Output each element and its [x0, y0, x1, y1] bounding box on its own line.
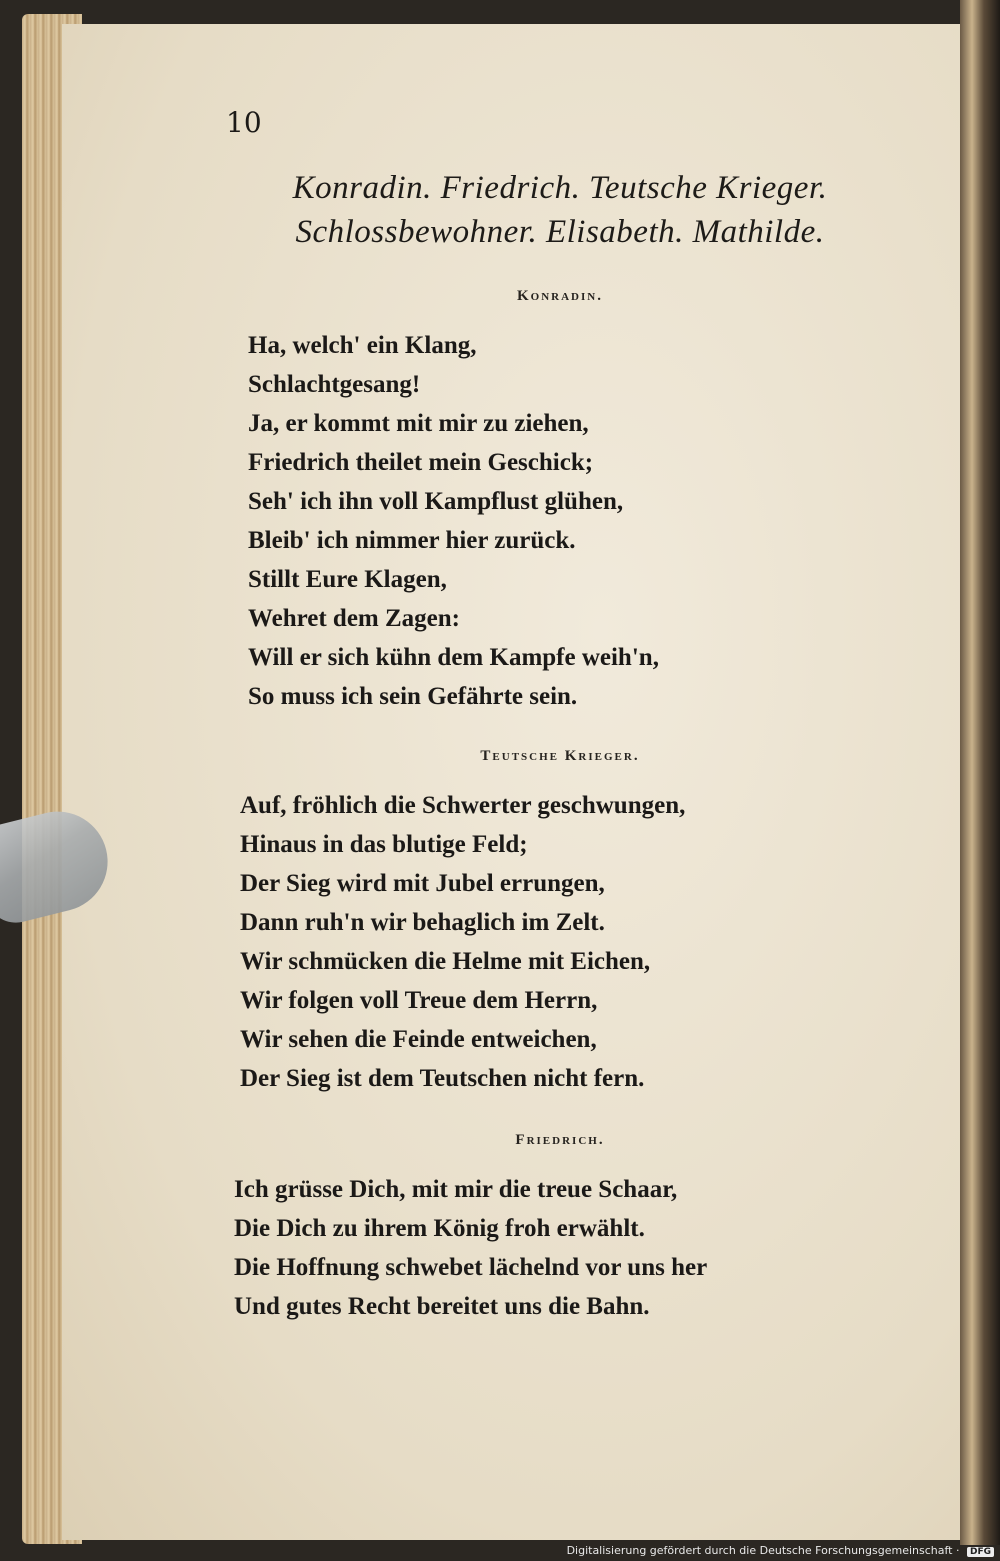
page-number: 10: [226, 106, 262, 139]
verse-line: Wir schmücken die Helme mit Eichen,: [240, 948, 651, 975]
verse-line: Will er sich kühn dem Kampfe weih'n,: [248, 644, 659, 671]
verse-line: Seh' ich ihn voll Kampflust glühen,: [248, 488, 624, 515]
cast-line-1: Konradin. Friedrich. Teutsche Krieger.: [292, 170, 828, 206]
verse-line: Die Hoffnung schwebet lächelnd vor uns her: [234, 1254, 708, 1281]
book-spine: [960, 0, 1000, 1545]
verse-block: [248, 326, 868, 716]
verse-line: Friedrich theilet mein Geschick;: [248, 449, 594, 476]
verse-line: Schlachtgesang!: [248, 371, 421, 398]
verse-line: Hinaus in das blutige Feld;: [240, 831, 528, 858]
dfg-logo: DFG: [967, 1547, 994, 1557]
verse-block: [234, 1170, 854, 1326]
verse-line: Die Dich zu ihrem König froh erwählt.: [234, 1215, 645, 1242]
speaker-heading: Konradin.: [517, 288, 603, 304]
speaker-heading: Friedrich.: [515, 1132, 605, 1148]
verse-line: Wir folgen voll Treue dem Herrn,: [240, 987, 598, 1014]
footer-text: Digitalisierung gefördert durch die Deutsche Forschungsgemeinschaft ·: [566, 1544, 960, 1557]
verse-line: Der Sieg wird mit Jubel errungen,: [240, 870, 605, 897]
verse-line: Stillt Eure Klagen,: [248, 566, 447, 593]
verse-line: Der Sieg ist dem Teutschen nicht fern.: [240, 1065, 645, 1092]
verse-line: Ich grüsse Dich, mit mir die treue Schaar,: [234, 1176, 678, 1203]
speaker-heading: Teutsche Krieger.: [480, 748, 640, 764]
verse-line: Bleib' ich nimmer hier zurück.: [248, 527, 576, 554]
verse-line: Wir sehen die Feinde entweichen,: [240, 1026, 597, 1053]
cast-line-2: Schlossbewohner. Elisabeth. Mathilde.: [295, 214, 825, 250]
verse-line: Ha, welch' ein Klang,: [248, 332, 477, 359]
footer-credit: [567, 1544, 994, 1557]
verse-line: Auf, fröhlich die Schwerter geschwungen,: [240, 792, 686, 819]
verse-line: So muss ich sein Gefährte sein.: [248, 683, 578, 710]
verse-line: Und gutes Recht bereitet uns die Bahn.: [234, 1293, 650, 1320]
verse-line: Dann ruh'n wir behaglich im Zelt.: [240, 909, 605, 936]
verse-line: Ja, er kommt mit mir zu ziehen,: [248, 410, 589, 437]
verse-line: Wehret dem Zagen:: [248, 605, 461, 632]
verse-block: [240, 786, 860, 1098]
